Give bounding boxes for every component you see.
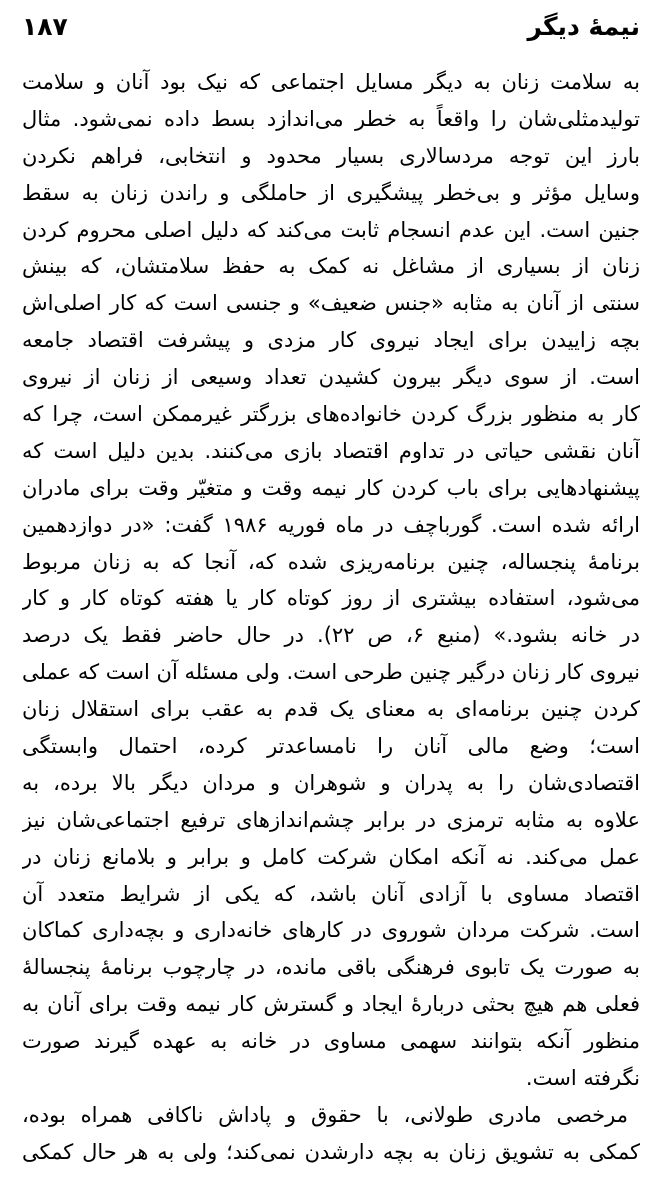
paragraph-end-line: نگرفته است. [525,1066,640,1091]
text-line: است. از سوی دیگر بیرون کشیدن تعداد وسیعی از زنان از نیروی [22,365,640,390]
text-line: اقتصاد مساوی با آزادی آنان باشد، که یکی از شرایط متعدد آن [22,881,640,906]
text-line: کار به منظور بزرگ کردن خانواده‌های بزرگتر غیرممکن است، چرا که [22,402,640,427]
text-line: پیشنهادهایی برای باب کردن کار نیمه وقت و متغیّر وقت برای مادران [22,475,640,500]
running-title: نیمهٔ دیگر [527,11,640,41]
text-line: جنین است. این عدم انسجام ثابت می‌کند که دلیل اصلی محروم کردن [22,217,640,242]
page-number: ۱۸۷ [22,11,68,41]
text-line: ارائه شده است. گورباچف در ماه فوریه ۱۹۸۶ گفت: «در دوازدهمین [22,512,640,537]
page-header [22,6,640,46]
text-line: به صورت یک تابوی فرهنگی باقی مانده، در چارچوب برنامهٔ پنجسالهٔ [22,955,640,980]
text-line: کردن چنین برنامه‌ای به معنای یک قدم به عقب برای استقلال زنان [22,697,640,722]
text-line: مرخصی مادری طولانی، با حقوق و پاداش ناکافی همراه بوده، [22,1102,628,1127]
text-line: به سلامت زنان به دیگر مسایل اجتماعی که نیک بود آنان و سلامت [22,70,640,94]
text-line: اقتصادی‌شان را به پدران و شوهران و مردان دیگر بالا برده، به [22,770,640,795]
text-line: سنتی از آنان به مثابه «جنس ضعیف» و جنسی است که کار اصلی‌اش [22,291,640,316]
text-line: تولیدمثلی‌شان را واقعاً به خطر می‌اندازد بسط داده نمی‌شود. مثال [22,106,640,131]
text-line: بارز این توجه مردسالاری بسیار محدود و انتخابی، فراهم نکردن [22,143,640,168]
text-line: علاوه به مثابه ترمزی در برابر چشم‌اندازهای ترفیع اجتماعی‌شان نیز [22,807,640,832]
text-line: فعلی هم هیچ بحثی دربارهٔ ایجاد و گسترش کار نیمه وقت برای آنان به [22,992,640,1017]
text-line: آنان نقشی حیاتی در تداوم اقتصاد بازی می‌کنند. بدین دلیل است که [22,438,640,463]
body-text [22,64,640,1171]
text-line: وسایل مؤثر و بی‌خطر پیشگیری از حاملگی و راندن زنان به سقط [22,180,640,205]
text-line: بچه زاییدن برای ایجاد نیروی کار مزدی و پیشرفت اقتصاد جامعه [22,328,640,353]
text-line: در خانه بشود.» (منبع ۶، ص ۲۲). در حال حاضر فقط یک درصد [22,623,640,648]
text-line: عمل می‌کند. نه آنکه امکان شرکت کامل و برابر و بلامانع زنان در [22,844,640,869]
text-line: منظور آنکه بتوانند سهمی مساوی در خانه به عهده گیرند صورت [22,1029,640,1054]
text-line: برنامهٔ پنجساله، چنین برنامه‌ریزی شده که، آنجا که به زنان مربوط [22,549,640,574]
text-line: است؛ وضع مالی آنان را نامساعدتر کرده، احتمال وابستگی [22,734,640,759]
text-line: زنان از بسیاری از مشاغل نه کمک به حفظ سلامتشان، که بینش [22,254,640,279]
text-line: کمکی به تشویق زنان به بچه دارشدن نمی‌کند؛ ولی به هر حال کمکی [22,1139,640,1164]
text-line: نیروی کار زنان درگیر چنین طرحی است. ولی مسئله آن است که عملی [22,660,640,685]
text-line: می‌شود، استفاده بیشتری از روز کوتاه کار یا هفته کوتاه کار و کار [22,586,640,611]
text-line: است. شرکت مردان شوروی در کارهای خانه‌داری و بچه‌داری کماکان [22,918,640,943]
